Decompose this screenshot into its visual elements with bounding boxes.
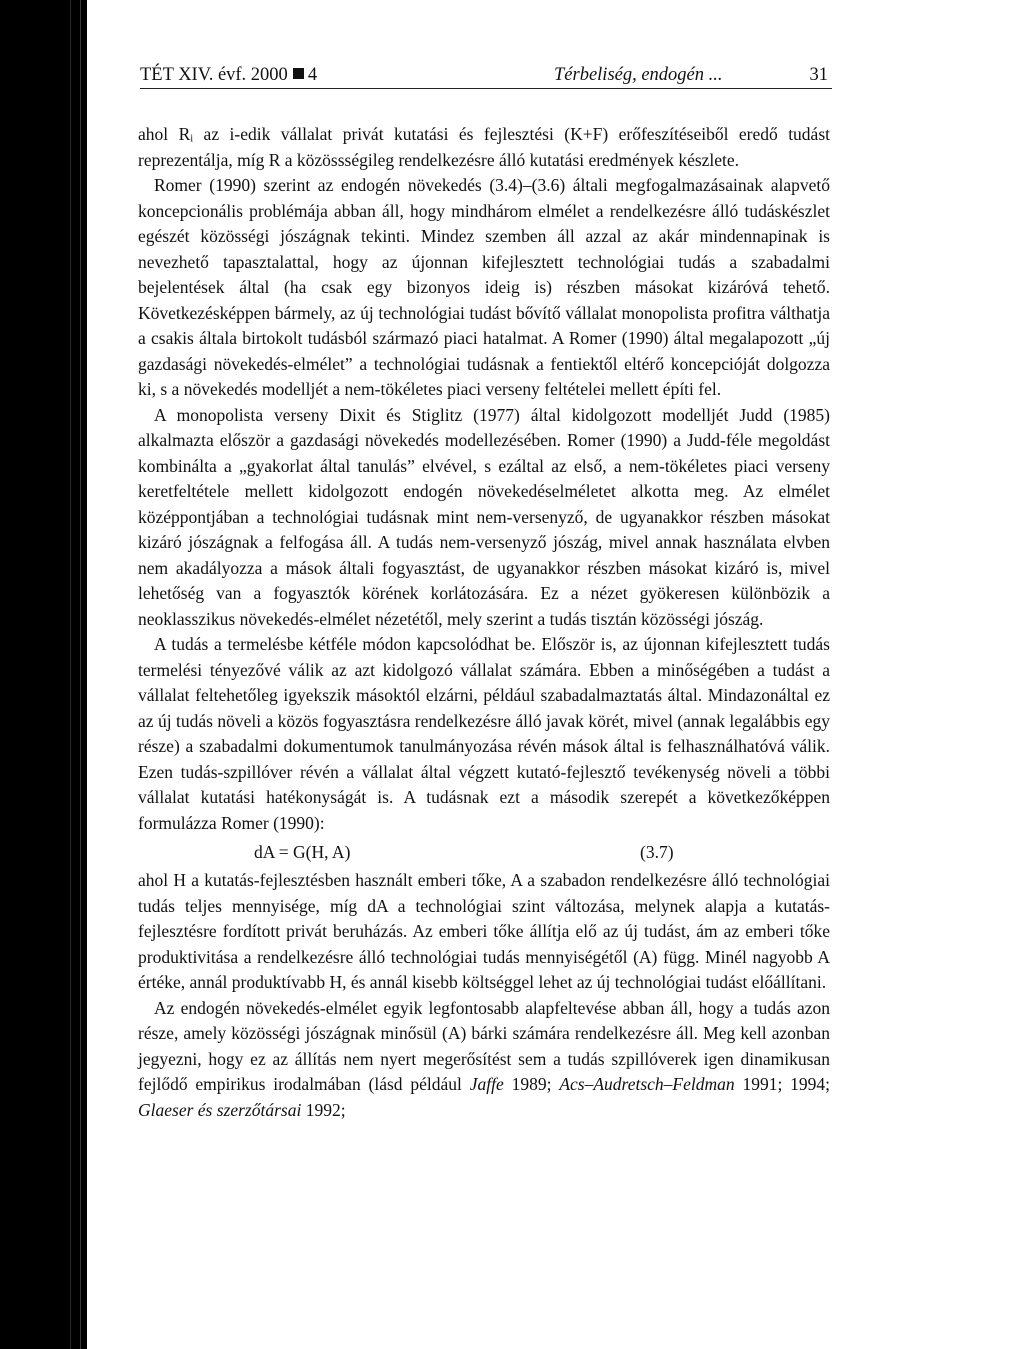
citation-author: Acs–Audretsch–Feldman: [559, 1074, 735, 1094]
paragraph: ahol Rᵢ az i-edik vállalat privát kutatási és fejlesztési (K+F) erőfeszítéseiből eredő tudást reprezentálja, míg R a közössségileg rendelkezésre álló kutatási eredmények készlete.: [138, 124, 830, 170]
running-head: [140, 62, 832, 89]
issue-number: 4: [307, 65, 318, 85]
citation-author: Jaffe: [469, 1074, 504, 1094]
equation-expression: dA = G(H, A): [254, 842, 351, 862]
scan-edge-line: [80, 0, 81, 1349]
equation-number: (3.7): [640, 842, 674, 862]
citation-year: 1992;: [305, 1099, 346, 1120]
journal-volume: TÉT XIV. évf. 2000: [140, 65, 288, 85]
paragraph: [138, 996, 830, 1124]
running-title: Térbeliség, endogén ...: [554, 65, 723, 85]
paragraph: Romer (1990) szerint az endogén növekedés (3.4)–(3.6) általi megfogalmazásainak alapvető koncepcionális problémája abban áll, hogy mindhárom elmélet a rendelkezésre álló tudáskészlet egészét közösségi jószágnak tekinti. Mindez szemben áll azzal az akár mindennapinak is nevezhető tapasztalattal, hogy az újonnan kifejlesztett technológiai tudás a szabadalmi bejelentések által (ha csak egy bizonyos ideig is) részben másokat kizáróvá tehető. Következésképpen bármely, az új technológiai tudást bővítő vállalat monopolista profitra válthatja a csakis általa birtokolt tudásból származó piaci hatalmat. A Romer (1990) által megalapozott „új gazdasági növekedés-elmélet” a technológiai tudásnak a fentiektől eltérő koncepcióját dolgozza ki, s a növekedés modelljét a nem-tökéletes piaci verseny feltételei mellett építi fel.: [138, 175, 830, 399]
paragraph: A tudás a termelésbe kétféle módon kapcsolódhat be. Először is, az újonnan kifejlesztett tudás termelési tényezővé válik az azt kidolgozó vállalat számára. Ebben a minőségében a tudást a vállalat feltehetőleg igyekszik másoktól elzárni, például szabadalmaztatás által. Mindazonáltal ez az új tudás növeli a közös fogyasztásra rendelkezésre álló javak körét, mivel (annak legalábbis egy része) a szabadalmi dokumentumok tanulmányozása révén mások által is felhasználhatóvá válik. Ezen tudás-szpillóver révén a vállalat által végzett kutató-fejlesztő tevékenység növeli a többi vállalat kutatási hatékonyságát is. A tudásnak ezt a második szerepét a következőképpen formulázza Romer (1990):: [138, 634, 830, 833]
scan-edge-line: [70, 0, 71, 1349]
citation-author: Glaeser és szerzőtársai: [138, 1099, 302, 1120]
paragraph: ahol H a kutatás-fejlesztésben használt emberi tőke, A a szabadon rendelkezésre álló technológiai tudás teljes mennyisége, míg dA a technológiai szint változása, melynek alapja a kutatás-fejlesztésre fordított privát beruházás. Az emberi tőke állítja elő az új tudást, ám az emberi tőke produktivitása a rendelkezésre álló technológiai tudás mennyiségétől (A) függ. Minél nagyobb A értéke, annál produktívabb H, és annál kisebb költséggel lehet az új technológiai tudást előállítani.: [138, 870, 830, 992]
page-number: 31: [809, 65, 828, 85]
citation-year: 1991; 1994;: [742, 1074, 831, 1094]
journal-reference: [140, 62, 317, 88]
equation: [138, 838, 830, 866]
paragraph-text: Az endogén növekedés-elmélet egyik legfontosabb alapfeltevése abban áll, hogy a tudás azon része, amely közösségi jószágnak minősül (A) bárki számára rendelkezésre áll. Meg kell azonban jegyezni, hogy ez az állítás nem nyert megerősítést sem a tudás szpillóverek igen dinamikusan fejlődő empirikus irodalmában (lásd például: [138, 997, 830, 1094]
article-body: [138, 122, 830, 1123]
paragraph: A monopolista verseny Dixit és Stiglitz (1977) által kidolgozott modelljét Judd (1985) alkalmazta először a gazdasági növekedés modellezésében. Romer (1990) a Judd-féle megoldást kombinálta a „gyakorlat által tanulás” elvével, s ezáltal az első, a nem-tökéletes piaci verseny keretfeltétele mellett kidolgozott endogén növekedéselméletet alkotta meg. Az elmélet középpontjában a technológiai tudásnak mint nem-versenyző, de ugyanakkor részben másokat kizáró jószágnak a felfogása áll. A tudás nem-versenyző jószág, mivel annak használata elvben nem akadályozza a mások általi fogyasztást, de ugyanakkor részben másokat kizáró is, mivel lehetőség van a fogyasztók körének korlátozására. Ez a nézet gyökeresen különbözik a neoklasszikus növekedés-elmélet nézetétől, mely szerint a tudás tisztán közösségi jószág.: [138, 404, 830, 629]
square-bullet-icon: [293, 68, 304, 79]
citation-year: 1989;: [511, 1074, 552, 1094]
